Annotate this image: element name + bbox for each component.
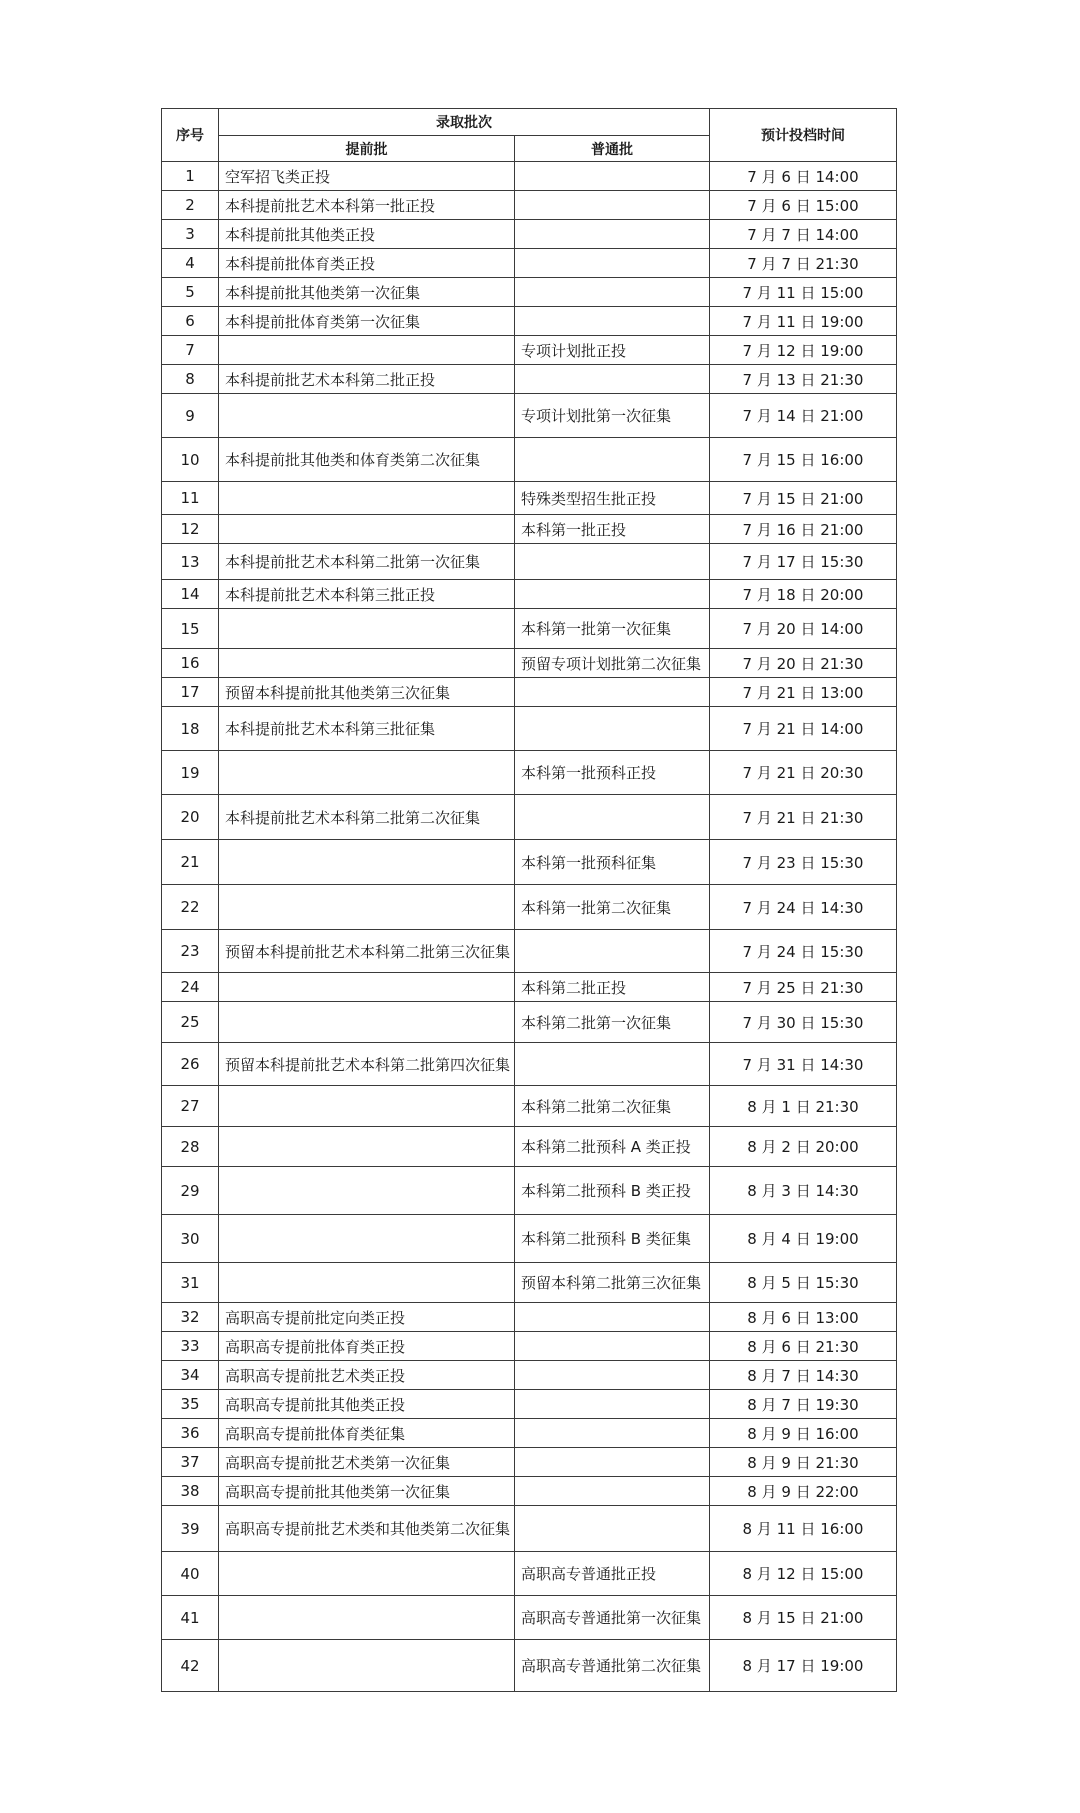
cell-time: 8 月 11 日 16:00 [710,1506,897,1552]
cell-time: 7 月 11 日 15:00 [710,278,897,307]
cell-time: 8 月 9 日 21:30 [710,1448,897,1477]
cell-regular-batch: 高职高专普通批第一次征集 [515,1596,710,1640]
cell-regular-batch [515,162,710,191]
cell-num: 26 [162,1043,219,1086]
cell-num: 3 [162,220,219,249]
cell-num: 33 [162,1332,219,1361]
cell-num: 5 [162,278,219,307]
cell-advance-batch: 本科提前批其他类和体育类第二次征集 [219,438,515,482]
cell-time: 8 月 6 日 13:00 [710,1303,897,1332]
cell-advance-batch [219,1596,515,1640]
cell-num: 31 [162,1263,219,1303]
cell-time: 7 月 31 日 14:30 [710,1043,897,1086]
cell-advance-batch [219,515,515,544]
cell-advance-batch: 高职高专提前批定向类正投 [219,1303,515,1332]
cell-num: 25 [162,1002,219,1043]
table-row [162,707,897,751]
cell-time: 7 月 15 日 16:00 [710,438,897,482]
cell-num: 38 [162,1477,219,1506]
cell-regular-batch [515,220,710,249]
table-row [162,544,897,580]
cell-advance-batch [219,394,515,438]
cell-advance-batch [219,1552,515,1596]
cell-regular-batch: 专项计划批正投 [515,336,710,365]
cell-advance-batch: 本科提前批艺术本科第三批正投 [219,580,515,609]
cell-time: 7 月 6 日 15:00 [710,191,897,220]
cell-advance-batch: 高职高专提前批艺术类和其他类第二次征集 [219,1506,515,1552]
cell-regular-batch [515,191,710,220]
cell-time: 7 月 30 日 15:30 [710,1002,897,1043]
cell-regular-batch: 预留专项计划批第二次征集 [515,649,710,678]
cell-time: 8 月 4 日 19:00 [710,1215,897,1263]
cell-num: 14 [162,580,219,609]
cell-regular-batch [515,707,710,751]
cell-num: 11 [162,482,219,515]
cell-advance-batch [219,973,515,1002]
table-row [162,1596,897,1640]
cell-regular-batch: 本科第一批预科正投 [515,751,710,795]
cell-time: 7 月 6 日 14:00 [710,162,897,191]
cell-time: 8 月 7 日 19:30 [710,1390,897,1419]
cell-advance-batch [219,609,515,649]
cell-regular-batch: 本科第二批第二次征集 [515,1086,710,1127]
table-row [162,649,897,678]
cell-time: 7 月 12 日 19:00 [710,336,897,365]
table-row [162,249,897,278]
header-advance: 提前批 [219,136,515,162]
cell-num: 19 [162,751,219,795]
cell-num: 37 [162,1448,219,1477]
cell-num: 12 [162,515,219,544]
cell-regular-batch [515,930,710,973]
cell-advance-batch [219,1086,515,1127]
table-row [162,1552,897,1596]
cell-advance-batch: 高职高专提前批其他类正投 [219,1390,515,1419]
cell-time: 7 月 20 日 21:30 [710,649,897,678]
cell-regular-batch [515,1361,710,1390]
cell-regular-batch: 高职高专普通批正投 [515,1552,710,1596]
cell-num: 30 [162,1215,219,1263]
cell-advance-batch: 本科提前批体育类第一次征集 [219,307,515,336]
cell-advance-batch: 高职高专提前批艺术类正投 [219,1361,515,1390]
table-row [162,1448,897,1477]
cell-num: 17 [162,678,219,707]
cell-advance-batch [219,840,515,885]
cell-advance-batch: 本科提前批艺术本科第二批正投 [219,365,515,394]
table-row [162,336,897,365]
table-row [162,1640,897,1692]
cell-time: 7 月 11 日 19:00 [710,307,897,336]
cell-num: 8 [162,365,219,394]
cell-advance-batch [219,1640,515,1692]
cell-advance-batch [219,1263,515,1303]
cell-advance-batch: 高职高专提前批其他类第一次征集 [219,1477,515,1506]
cell-advance-batch: 本科提前批艺术本科第二批第二次征集 [219,795,515,840]
table-header [162,109,897,162]
cell-num: 2 [162,191,219,220]
table-row [162,840,897,885]
cell-num: 23 [162,930,219,973]
cell-advance-batch [219,1002,515,1043]
cell-num: 18 [162,707,219,751]
table-row [162,609,897,649]
cell-advance-batch: 预留本科提前批艺术本科第二批第四次征集 [219,1043,515,1086]
cell-num: 13 [162,544,219,580]
cell-time: 7 月 21 日 13:00 [710,678,897,707]
cell-regular-batch [515,1303,710,1332]
cell-time: 8 月 5 日 15:30 [710,1263,897,1303]
cell-regular-batch [515,678,710,707]
cell-regular-batch: 本科第一批第一次征集 [515,609,710,649]
cell-time: 7 月 15 日 21:00 [710,482,897,515]
cell-time: 8 月 12 日 15:00 [710,1552,897,1596]
table-row [162,1263,897,1303]
cell-time: 7 月 17 日 15:30 [710,544,897,580]
cell-regular-batch [515,307,710,336]
cell-num: 20 [162,795,219,840]
table-row [162,191,897,220]
cell-regular-batch: 预留本科第二批第三次征集 [515,1263,710,1303]
cell-advance-batch: 本科提前批其他类正投 [219,220,515,249]
cell-regular-batch: 本科第一批预科征集 [515,840,710,885]
cell-num: 40 [162,1552,219,1596]
cell-num: 39 [162,1506,219,1552]
cell-time: 7 月 13 日 21:30 [710,365,897,394]
cell-num: 1 [162,162,219,191]
cell-advance-batch [219,649,515,678]
cell-time: 8 月 1 日 21:30 [710,1086,897,1127]
cell-advance-batch: 预留本科提前批艺术本科第二批第三次征集 [219,930,515,973]
cell-time: 7 月 20 日 14:00 [710,609,897,649]
cell-regular-batch: 专项计划批第一次征集 [515,394,710,438]
table-row [162,1127,897,1167]
cell-time: 7 月 7 日 21:30 [710,249,897,278]
cell-regular-batch: 本科第二批预科 B 类征集 [515,1215,710,1263]
cell-num: 29 [162,1167,219,1215]
cell-regular-batch [515,249,710,278]
cell-regular-batch [515,1043,710,1086]
cell-advance-batch: 本科提前批体育类正投 [219,249,515,278]
header-num: 序号 [162,109,219,162]
cell-time: 7 月 7 日 14:00 [710,220,897,249]
table-row [162,1419,897,1448]
table-row [162,1332,897,1361]
cell-num: 15 [162,609,219,649]
cell-regular-batch: 本科第二批第一次征集 [515,1002,710,1043]
cell-regular-batch [515,580,710,609]
table-row [162,365,897,394]
table-row [162,1167,897,1215]
cell-time: 8 月 3 日 14:30 [710,1167,897,1215]
cell-num: 22 [162,885,219,930]
cell-regular-batch [515,1419,710,1448]
cell-time: 7 月 18 日 20:00 [710,580,897,609]
admission-schedule-table [161,108,897,1692]
cell-num: 10 [162,438,219,482]
cell-regular-batch: 本科第二批正投 [515,973,710,1002]
cell-time: 7 月 21 日 21:30 [710,795,897,840]
cell-num: 4 [162,249,219,278]
cell-time: 7 月 21 日 14:00 [710,707,897,751]
table-row [162,278,897,307]
cell-num: 35 [162,1390,219,1419]
cell-time: 8 月 17 日 19:00 [710,1640,897,1692]
cell-advance-batch [219,1167,515,1215]
table-row [162,394,897,438]
cell-regular-batch: 本科第一批第二次征集 [515,885,710,930]
table-row [162,1086,897,1127]
cell-num: 27 [162,1086,219,1127]
cell-num: 16 [162,649,219,678]
cell-regular-batch [515,278,710,307]
cell-time: 7 月 14 日 21:00 [710,394,897,438]
table-row [162,482,897,515]
cell-advance-batch: 高职高专提前批艺术类第一次征集 [219,1448,515,1477]
cell-time: 7 月 25 日 21:30 [710,973,897,1002]
cell-regular-batch [515,544,710,580]
table-row [162,885,897,930]
table-row [162,1390,897,1419]
table-row [162,515,897,544]
table-row [162,1043,897,1086]
cell-time: 8 月 2 日 20:00 [710,1127,897,1167]
table-row [162,678,897,707]
header-regular: 普通批 [515,136,710,162]
cell-advance-batch [219,1215,515,1263]
cell-regular-batch [515,1390,710,1419]
cell-regular-batch: 本科第二批预科 B 类正投 [515,1167,710,1215]
cell-regular-batch: 本科第一批正投 [515,515,710,544]
cell-num: 32 [162,1303,219,1332]
header-time: 预计投档时间 [710,109,897,162]
cell-time: 7 月 16 日 21:00 [710,515,897,544]
cell-regular-batch: 高职高专普通批第二次征集 [515,1640,710,1692]
cell-advance-batch [219,482,515,515]
table-row [162,1002,897,1043]
cell-time: 8 月 9 日 22:00 [710,1477,897,1506]
cell-advance-batch: 本科提前批艺术本科第一批正投 [219,191,515,220]
cell-advance-batch: 本科提前批艺术本科第二批第一次征集 [219,544,515,580]
table-row [162,220,897,249]
cell-advance-batch: 空军招飞类正投 [219,162,515,191]
cell-regular-batch [515,1477,710,1506]
cell-regular-batch [515,795,710,840]
cell-num: 9 [162,394,219,438]
cell-advance-batch: 高职高专提前批体育类征集 [219,1419,515,1448]
table-row [162,751,897,795]
table-row [162,1361,897,1390]
table-row [162,580,897,609]
cell-regular-batch: 本科第二批预科 A 类正投 [515,1127,710,1167]
cell-advance-batch: 高职高专提前批体育类正投 [219,1332,515,1361]
cell-num: 28 [162,1127,219,1167]
cell-advance-batch [219,885,515,930]
cell-num: 34 [162,1361,219,1390]
table-row [162,973,897,1002]
cell-advance-batch [219,336,515,365]
cell-regular-batch [515,365,710,394]
table-row [162,795,897,840]
table-body [162,162,897,1692]
cell-time: 8 月 9 日 16:00 [710,1419,897,1448]
header-batch-group: 录取批次 [219,109,710,136]
cell-advance-batch: 预留本科提前批其他类第三次征集 [219,678,515,707]
cell-time: 7 月 21 日 20:30 [710,751,897,795]
cell-time: 8 月 7 日 14:30 [710,1361,897,1390]
cell-num: 7 [162,336,219,365]
cell-regular-batch: 特殊类型招生批正投 [515,482,710,515]
cell-num: 21 [162,840,219,885]
cell-time: 8 月 6 日 21:30 [710,1332,897,1361]
cell-regular-batch [515,1506,710,1552]
cell-time: 7 月 24 日 15:30 [710,930,897,973]
cell-time: 7 月 23 日 15:30 [710,840,897,885]
cell-regular-batch [515,438,710,482]
table-row [162,307,897,336]
cell-advance-batch [219,751,515,795]
table-row [162,438,897,482]
cell-advance-batch [219,1127,515,1167]
cell-num: 6 [162,307,219,336]
table-row [162,1215,897,1263]
cell-num: 41 [162,1596,219,1640]
table-row [162,930,897,973]
cell-time: 7 月 24 日 14:30 [710,885,897,930]
cell-regular-batch [515,1448,710,1477]
table-row [162,1506,897,1552]
cell-regular-batch [515,1332,710,1361]
cell-num: 42 [162,1640,219,1692]
cell-advance-batch: 本科提前批其他类第一次征集 [219,278,515,307]
cell-time: 8 月 15 日 21:00 [710,1596,897,1640]
table-row [162,162,897,191]
table-row [162,1477,897,1506]
cell-advance-batch: 本科提前批艺术本科第三批征集 [219,707,515,751]
cell-num: 24 [162,973,219,1002]
cell-num: 36 [162,1419,219,1448]
table-row [162,1303,897,1332]
